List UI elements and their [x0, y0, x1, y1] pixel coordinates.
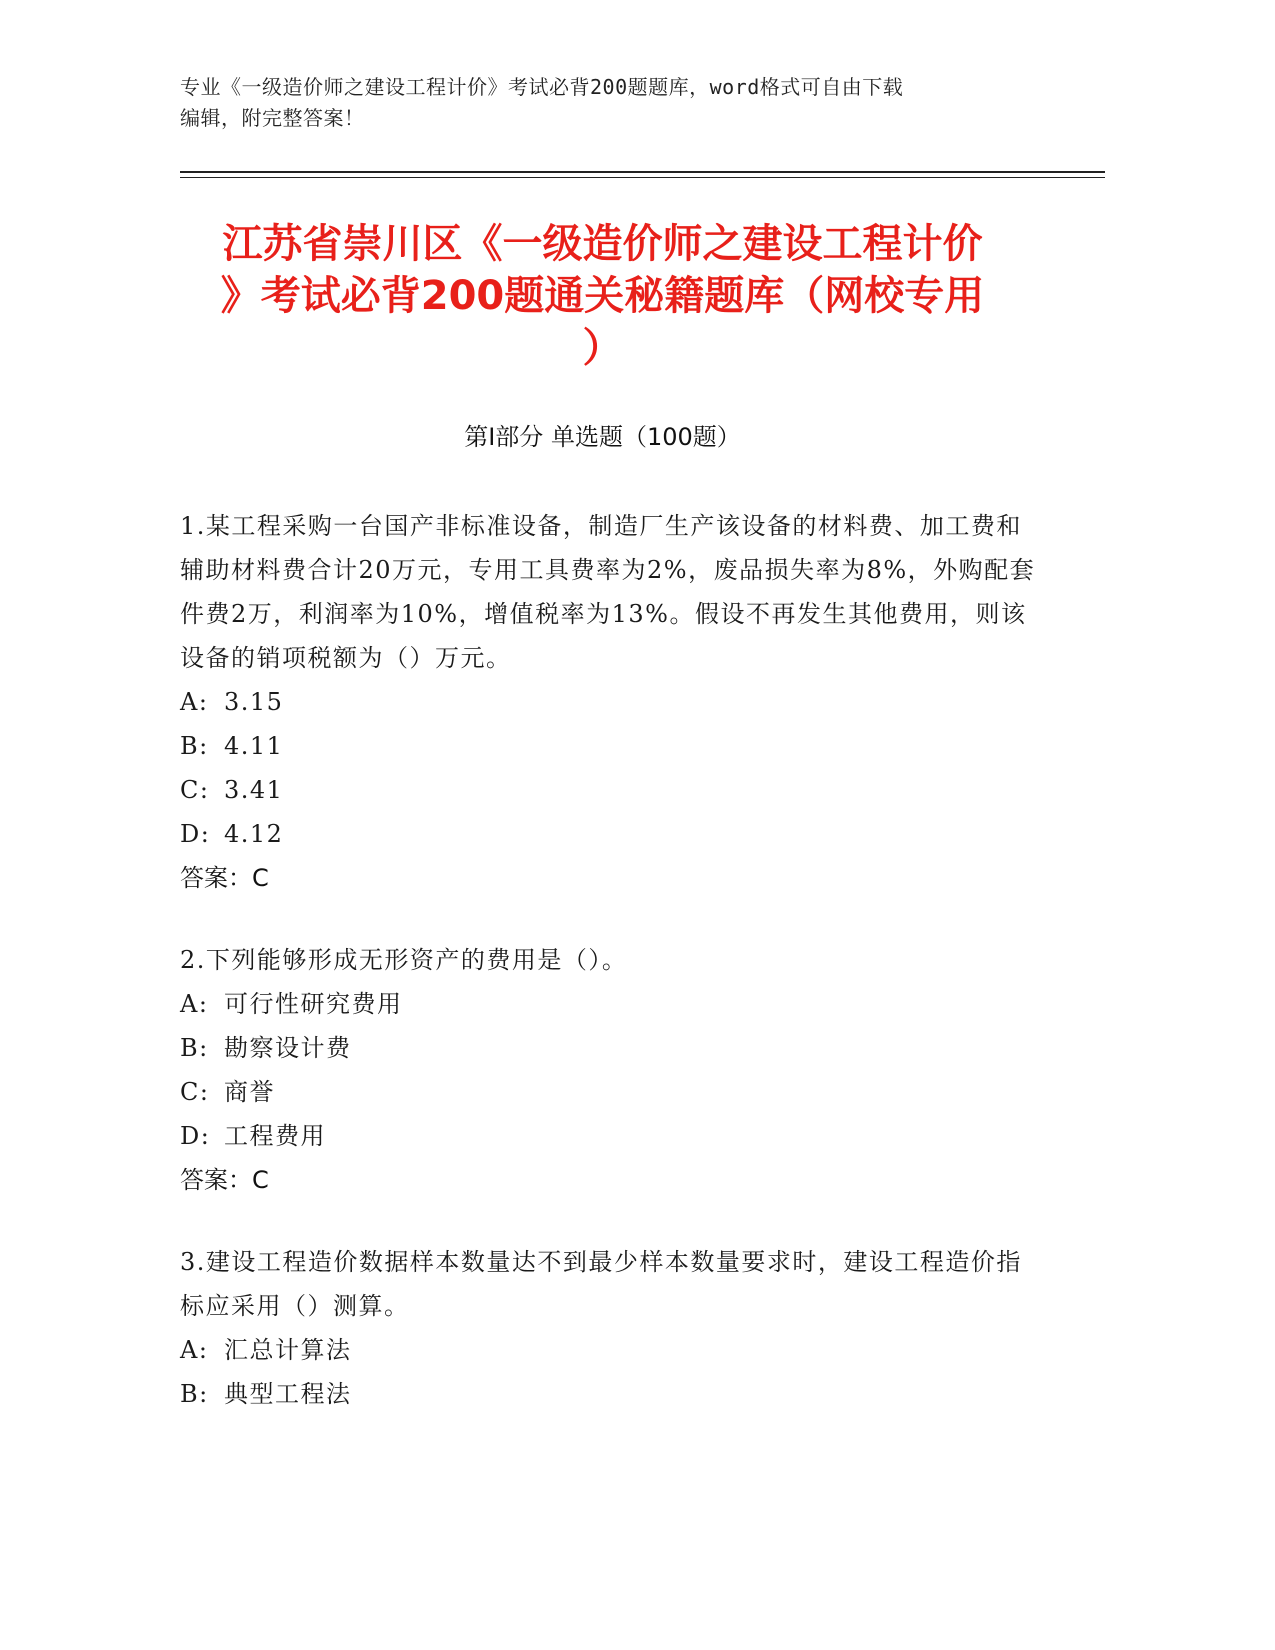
question-answer: 答案：C — [180, 1166, 269, 1194]
option-text: 3.41 — [224, 776, 284, 804]
document-title — [180, 218, 1025, 374]
header-divider-thin — [180, 177, 1105, 178]
option-text: 可行性研究费用 — [224, 990, 403, 1018]
section-title: 第Ⅰ部分 单选题（100题） — [464, 423, 741, 451]
option-key: A: — [180, 1336, 209, 1364]
option-text: 汇总计算法 — [224, 1336, 352, 1364]
question-stem: 3.建设工程造价数据样本数量达不到最少样本数量要求时，建设工程造价指标应采用（）测算。 — [180, 1248, 1022, 1320]
question-option — [180, 1372, 1040, 1416]
question-answer: 答案：C — [180, 864, 269, 892]
header-note-line: 编辑，附完整答案！ — [180, 106, 365, 130]
question-option — [180, 1114, 1040, 1158]
option-text: 典型工程法 — [224, 1380, 352, 1408]
option-text: 商誉 — [224, 1078, 275, 1106]
option-key: D: — [180, 1122, 211, 1150]
document-page — [180, 0, 1105, 1650]
option-key: D: — [180, 820, 211, 848]
question-option — [180, 812, 1040, 856]
question-list — [180, 504, 1040, 1454]
option-text: 3.15 — [224, 688, 284, 716]
option-key: B: — [180, 1034, 209, 1062]
question-option — [180, 768, 1040, 812]
option-text: 4.11 — [224, 732, 284, 760]
question-option — [180, 1070, 1040, 1114]
document-title-line: ） — [582, 325, 623, 371]
document-title-line: 江苏省崇川区《一级造价师之建设工程计价 — [222, 221, 983, 267]
option-key: B: — [180, 1380, 209, 1408]
option-key: B: — [180, 732, 209, 760]
question-item — [180, 504, 1040, 900]
option-key: C: — [180, 776, 210, 804]
option-text: 勘察设计费 — [224, 1034, 352, 1062]
document-title-line: 》考试必背200题通关秘籍题库（网校专用 — [220, 273, 985, 319]
option-key: C: — [180, 1078, 210, 1106]
question-stem: 1.某工程采购一台国产非标准设备，制造厂生产该设备的材料费、加工费和辅助材料费合计20万元，专用工具费率为2%，废品损失率为8%，外购配套件费2万，利润率为10%，增值税率为13%。假设不再发生其他费用，则该设备的销项税额为（）万元。 — [180, 512, 1036, 672]
question-item — [180, 938, 1040, 1202]
question-option — [180, 680, 1040, 724]
question-option — [180, 982, 1040, 1026]
header-divider-thick — [180, 171, 1105, 173]
question-option — [180, 724, 1040, 768]
option-text: 4.12 — [224, 820, 284, 848]
option-text: 工程费用 — [224, 1122, 326, 1150]
question-option — [180, 1026, 1040, 1070]
option-key: A: — [180, 990, 209, 1018]
header-note-line: 专业《一级造价师之建设工程计价》考试必背200题题库，word格式可自由下载 — [180, 75, 904, 99]
option-key: A: — [180, 688, 209, 716]
header-note — [180, 72, 1040, 134]
question-stem: 2.下列能够形成无形资产的费用是（）。 — [180, 946, 628, 974]
question-item — [180, 1240, 1040, 1416]
question-option — [180, 1328, 1040, 1372]
